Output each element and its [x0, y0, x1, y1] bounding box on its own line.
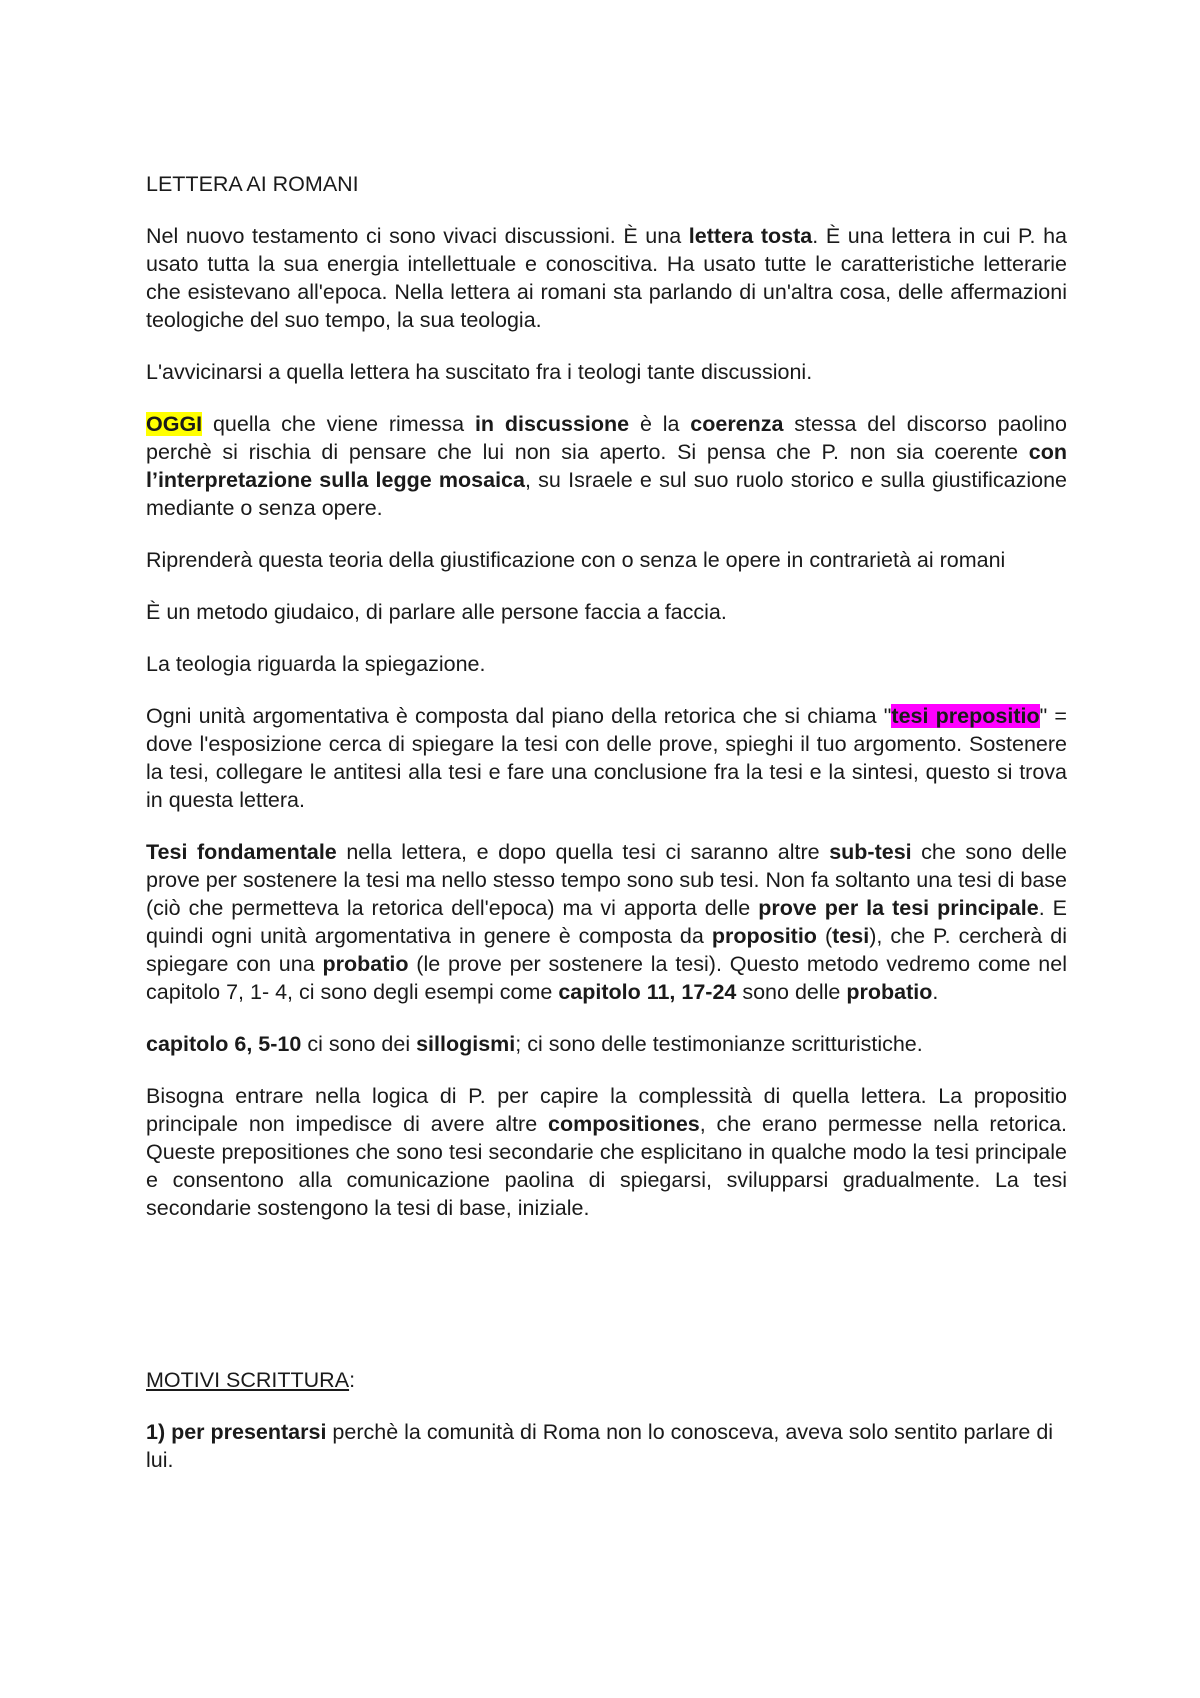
text-run: che sono delle prove per sostenere la tesi ma nello stesso tempo sono sub tesi. Non fa soltanto una tesi di base (ciò che permetteva la retorica dell'epoca) ma vi apporta delle [146, 840, 1068, 920]
highlighted-text: OGGI [146, 412, 203, 436]
paragraph [146, 1082, 1067, 1222]
document-title: LETTERA AI ROMANI [146, 172, 359, 196]
text-run: . E quindi ogni unità argomentativa in genere è composta da [146, 896, 1068, 948]
paragraph: L'avvicinarsi a quella lettera ha suscitato fra i teologi tante discussioni. [146, 360, 813, 384]
section-heading-colon: : [349, 1368, 356, 1392]
text-run: ; ci sono delle testimonianze scritturistiche. [515, 1032, 923, 1056]
text-run: . [932, 980, 939, 1004]
bold-text: probatio [846, 980, 933, 1004]
section-heading-text: MOTIVI SCRITTURA [146, 1368, 350, 1392]
paragraph [146, 702, 1067, 814]
section-heading [146, 1366, 1067, 1394]
paragraph [146, 1418, 1067, 1474]
text-run: Ogni unità argomentativa è composta dal piano della retorica che si chiama " [146, 704, 892, 728]
text-run: stessa del discorso paolino perchè si rischia di pensare che lui non sia aperto. Si pensa che P. non sia coerente [146, 412, 1067, 464]
bold-text: con l’interpretazione sulla legge mosaica [146, 440, 1067, 492]
text-run: Nel nuovo testamento ci sono vivaci discussioni. È una [146, 224, 689, 248]
bold-text: sub-tesi [829, 840, 912, 864]
text-run: , su Israele e sul suo ruolo storico e sulla giustificazione mediante o senza opere. [146, 468, 1067, 520]
bold-text: Tesi fondamentale [146, 840, 337, 864]
text-run: nella lettera, e dopo quella tesi ci saranno altre [336, 840, 830, 864]
text-run: ), che P. cercherà di spiegare con una [146, 924, 1068, 976]
paragraph: La teologia riguarda la spiegazione. [146, 652, 486, 676]
text-run: quella che viene rimessa [202, 412, 475, 436]
bold-text: capitolo 11, 17-24 [558, 980, 737, 1004]
document-body [146, 170, 1067, 1498]
highlighted-text: tesi prepositio [891, 704, 1040, 728]
text-run: . È una lettera in cui P. ha usato tutta la sua energia intellettuale e conoscitiva. Ha usato tutte le caratteristiche letterarie che esistevano all'epoca. Nella lettera ai romani sta parlando di un'altra cosa, delle affermazioni teologiche del suo tempo, la sua teologia. [146, 224, 1067, 332]
blank-space [146, 1246, 1067, 1366]
bold-text: probatio [322, 952, 409, 976]
text-run: , che erano permesse nella retorica. Queste prepositiones che sono tesi secondarie che esplicitano in qualche modo la tesi principale e consentono alla comunicazione paolina di spiegarsi, svilupparsi gradualmente. La tesi secondarie sostengono la tesi di base, iniziale. [146, 1112, 1067, 1220]
bold-text: 1) per presentarsi [146, 1420, 327, 1444]
text-run: sono delle [736, 980, 847, 1004]
bold-text: sillogismi [416, 1032, 516, 1056]
text-run: " = dove l'esposizione cerca di spiegare la tesi con delle prove, spieghi il tuo argomento. Sostenere la tesi, collegare le antitesi alla tesi e fare una conclusione fra la tesi e la sintesi, questo si trova in questa lettera. [146, 704, 1067, 812]
text-run: ( [816, 924, 833, 948]
bold-text: coerenza [690, 412, 784, 436]
bold-text: tesi [832, 924, 870, 948]
text-run: ci sono dei [301, 1032, 417, 1056]
paragraph [146, 222, 1067, 334]
bold-text: capitolo 6, 5-10 [146, 1032, 302, 1056]
text-run: perchè la comunità di Roma non lo conosceva, aveva solo sentito parlare di lui. [146, 1420, 1054, 1472]
paragraph [146, 1030, 1067, 1058]
bold-text: in discussione [474, 412, 630, 436]
bold-text: prove per la tesi principale [758, 896, 1039, 920]
paragraph: Riprenderà questa teoria della giustificazione con o senza le opere in contrarietà ai romani [146, 548, 1006, 572]
bold-text: propositio [711, 924, 817, 948]
bold-text: compositiones [548, 1112, 700, 1136]
text-run: (le prove per sostenere la tesi). Questo metodo vedremo come nel capitolo 7, 1- 4, ci sono degli esempi come [146, 952, 1067, 1004]
paragraph [146, 410, 1067, 522]
paragraph [146, 838, 1067, 1006]
text-run: Bisogna entrare nella logica di P. per capire la complessità di quella lettera. La propositio principale non impedisce di avere altre [146, 1084, 1067, 1136]
paragraph: È un metodo giudaico, di parlare alle persone faccia a faccia. [146, 600, 727, 624]
bold-text: lettera tosta [688, 224, 813, 248]
text-run: è la [629, 412, 691, 436]
